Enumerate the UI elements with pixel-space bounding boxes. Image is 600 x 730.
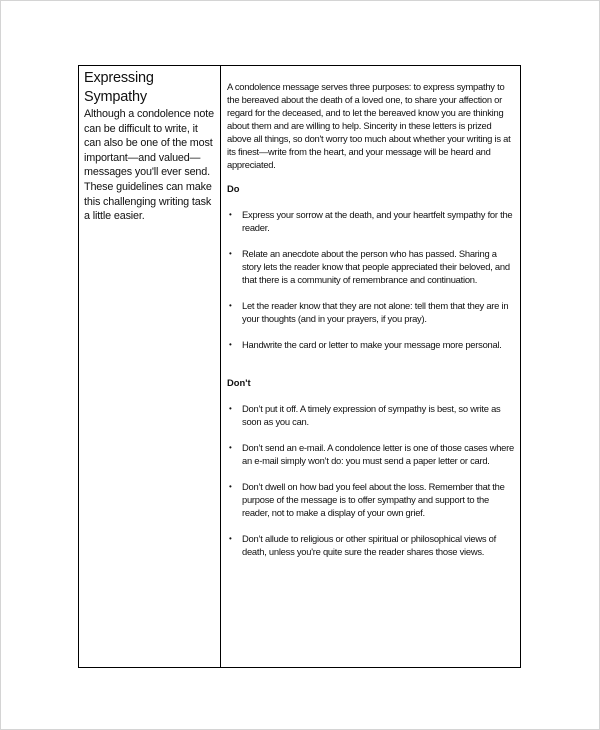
dont-item-text: Don’t dwell on how bad you feel about the loss. Remember that the purpose of the message is to offer sympathy and support to the reader, not to make a display of your own grief. [242,481,505,518]
dont-item-text: Don’t put it off. A timely expression of sympathy is best, so write as soon as you can. [242,403,501,427]
do-list [227,208,514,351]
left-column [79,66,221,667]
bullet-icon: • [229,301,232,310]
dont-list [227,402,514,558]
bullet-icon: • [229,534,232,543]
dont-item-text: Don’t send an e-mail. A condolence letter is one of those cases where an e-mail simply won’t do: you must send a paper letter or card. [242,442,514,466]
bullet-icon: • [229,404,232,413]
do-list-item [227,208,514,234]
do-list-item [227,299,514,325]
do-list-item [227,338,514,351]
dont-list-item [227,480,514,519]
do-item-text: Handwrite the card or letter to make your message more personal. [242,339,502,350]
page-title: Expressing Sympathy [84,70,154,105]
dont-list-item [227,402,514,428]
dont-list-item [227,441,514,467]
content-table [78,65,521,668]
do-list-item [227,247,514,286]
bullet-icon: • [229,340,232,349]
right-column [221,66,520,667]
do-item-text: Let the reader know that they are not alone: tell them that they are in your thoughts (and in your prayers, if you pray). [242,300,509,324]
do-item-text: Express your sorrow at the death, and your heartfelt sympathy for the reader. [242,209,513,233]
dont-list-item [227,532,514,558]
bullet-icon: • [229,210,232,219]
intro-paragraph: A condolence message serves three purposes: to express sympathy to the bereaved about the death of a loved one, to share your affection or regard for the deceased, and to let the bereaved know you are thinking about them and are willing to help. Sincerity in these letters is prized above all things, so don't worry too much about whether your writing is at its finest—write from the heart, and your message will be heard and appreciated. [227,81,511,170]
bullet-icon: • [229,249,232,258]
do-heading: Do [227,183,240,194]
left-intro-text: Although a condolence note can be difficult to write, it can also be one of the most important—and valued—messages you'll ever send. These guidelines can make this challenging writing task a little easier. [84,108,214,223]
do-item-text: Relate an anecdote about the person who has passed. Sharing a story lets the reader know that people appreciated their beloved, and that there is a community of remembrance and continuation. [242,248,510,285]
dont-item-text: Don’t allude to religious or other spiritual or philosophical views of death, unless you're quite sure the reader shares those views. [242,533,496,557]
bullet-icon: • [229,482,232,491]
bullet-icon: • [229,443,232,452]
dont-heading: Don't [227,377,251,388]
